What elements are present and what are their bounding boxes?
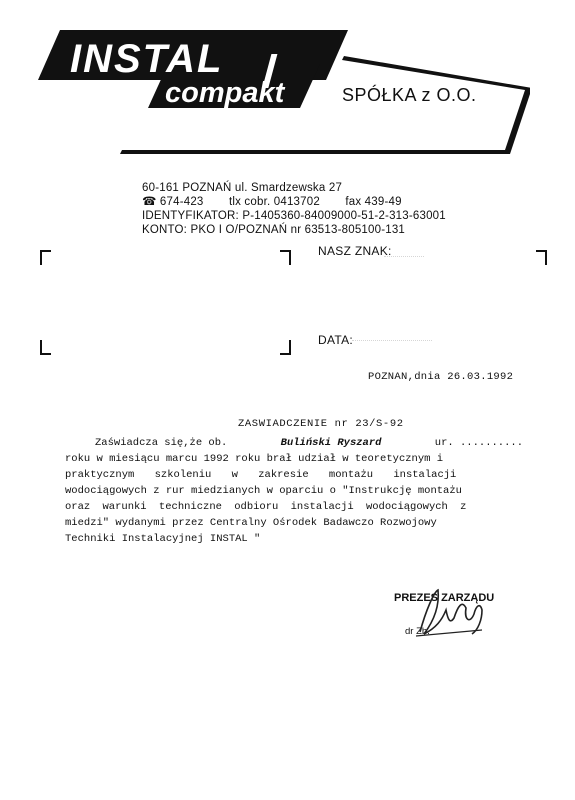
body-line: oraz warunki techniczne odbioru instalacji wodociągowych z [65,501,467,513]
body-line: miedzi" wydanymi przez Centralny Ośrodek Badawczo Rozwojowy [65,517,437,529]
person-name: Buliński Ryszard [280,437,382,449]
our-ref-line [384,256,424,257]
our-ref-label: NASZ ZNAK: [318,244,392,258]
body-line: wodociągowych z rur miedzianych w oparciu o "Instrukcję montażu [65,485,462,497]
address-window-corner [280,250,291,265]
field-corner-mark [536,250,547,265]
address-street: 60-161 POZNAŃ ul. Smardzewska 27 [142,182,343,194]
company-identifier: IDENTYFIKATOR: P-1405360-84009000-51-2-313-63001 [142,210,446,222]
phone-number: ☎ 674-423 [142,196,204,208]
date-line [352,340,432,341]
body-line-intro: Zaświadcza się,że ob. [95,437,228,449]
address-window-corner [40,340,51,355]
logo-word-instal: INSTAL [70,37,224,81]
certificate-heading: ZASWIADCZENIE nr 23/S-92 [238,418,404,430]
birth-date-field: ur. .......... [434,437,523,449]
place-and-date: POZNAN,dnia 26.03.1992 [368,371,514,383]
body-line: roku w miesiącu marcu 1992 roku brał udział w teoretycznym i [65,453,444,465]
company-type: SPÓŁKA z O.O. [342,85,477,105]
contact-line [142,195,402,210]
address-window-corner [280,340,291,355]
telex-number: tlx cobr. 0413702 [228,196,320,208]
handwritten-signature [412,580,492,640]
body-line [65,435,523,451]
letter-body [65,435,523,547]
logo-word-compakt: compakt [165,77,285,109]
fax-number: fax 439-49 [345,196,402,208]
date-label: DATA: [318,333,354,347]
bank-account: KONTO: PKO I O/POZNAŃ nr 63513-805100-131 [142,224,406,236]
body-line: praktycznym szkoleniu w zakresie montażu instalacji [65,469,457,481]
signature-name: dr Zb. [405,626,430,637]
address-window-corner [40,250,51,265]
signature-title: PREZES ZARZĄDU [394,592,495,604]
body-line: Techniki Instalacyjnej INSTAL " [65,533,261,545]
